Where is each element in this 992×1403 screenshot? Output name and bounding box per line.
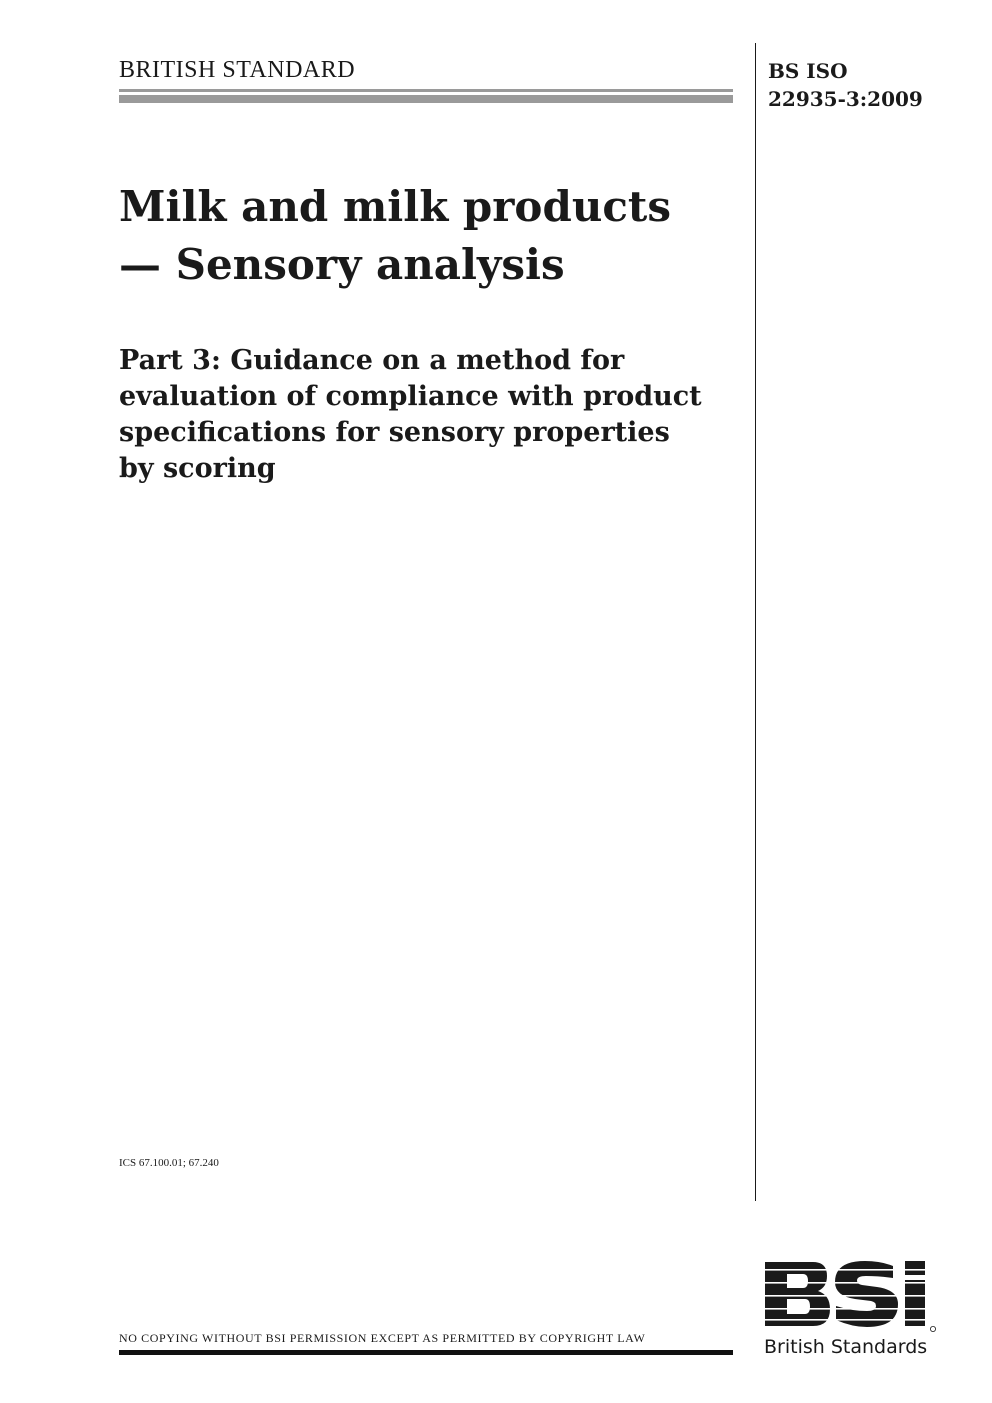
bsi-logo — [763, 1258, 938, 1363]
footer-rule — [119, 1350, 733, 1355]
document-subtitle-line: specifications for sensory properties — [119, 417, 670, 448]
bsi-logo-tagline: British Standards — [764, 1336, 928, 1358]
ics-classification: ICS 67.100.01; 67.240 — [119, 1157, 219, 1169]
document-title — [119, 178, 744, 294]
standard-number — [768, 57, 923, 113]
copyright-notice: NO COPYING WITHOUT BSI PERMISSION EXCEPT AS PERMITTED BY COPYRIGHT LAW — [119, 1331, 646, 1345]
document-title-line: — Sensory analysis — [119, 240, 565, 289]
bsi-logo-icon — [763, 1258, 938, 1332]
document-type-label: BRITISH STANDARD — [119, 57, 356, 83]
column-divider — [755, 43, 756, 1201]
document-subtitle-line: by scoring — [119, 453, 276, 484]
standard-number-code: 22935-3:2009 — [768, 87, 923, 111]
standard-number-prefix: BS ISO — [768, 59, 848, 83]
document-title-line: Milk and milk products — [119, 182, 671, 231]
header-double-rule — [119, 89, 733, 103]
document-subtitle-line: evaluation of compliance with product — [119, 381, 702, 412]
document-subtitle-line: Part 3: Guidance on a method for — [119, 345, 625, 376]
document-subtitle — [119, 343, 744, 487]
